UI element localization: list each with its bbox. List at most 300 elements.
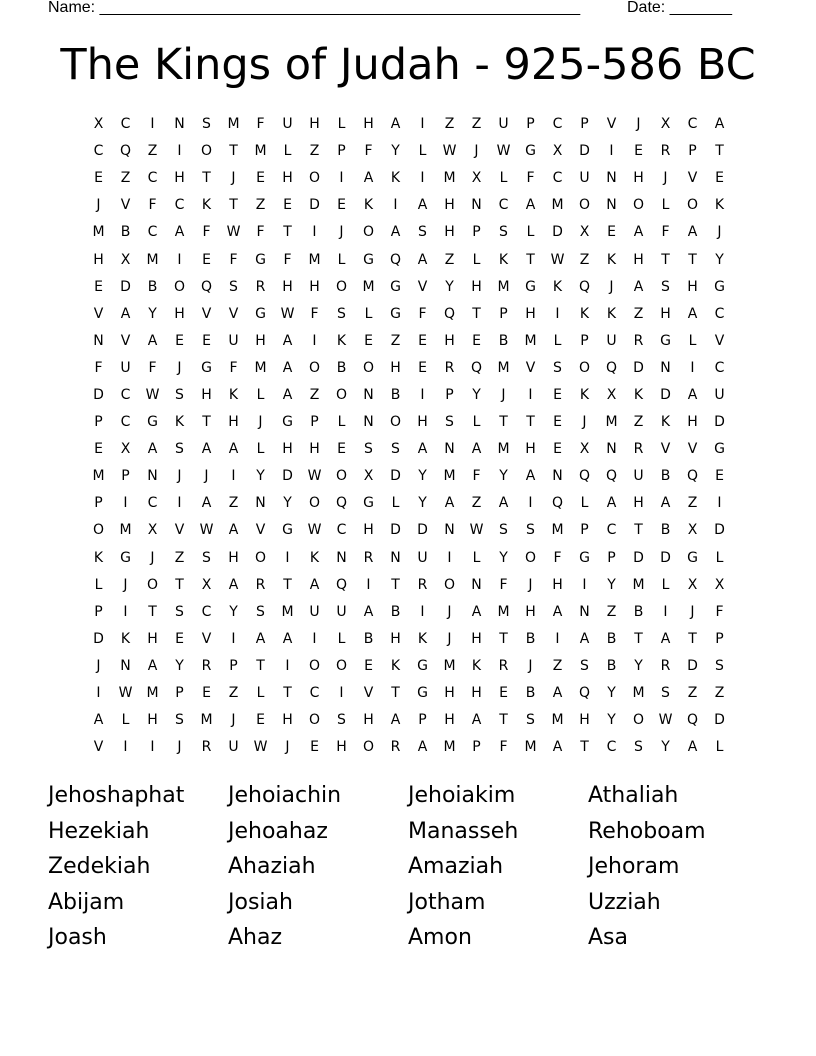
grid-letter: A: [687, 386, 698, 403]
grid-letter: P: [175, 685, 184, 702]
grid-letter: R: [660, 143, 671, 160]
grid-letter: A: [390, 116, 401, 133]
grid-letter: I: [555, 630, 560, 647]
grid-letter: B: [363, 630, 374, 647]
grid-letter: X: [660, 116, 671, 133]
grid-letter: D: [309, 197, 320, 214]
grid-letter: B: [525, 630, 536, 647]
grid-letter: U: [282, 116, 293, 133]
grid-letter: L: [364, 305, 373, 322]
grid-letter: J: [474, 143, 479, 160]
grid-letter: J: [339, 224, 344, 241]
grid-letter: X: [579, 441, 590, 458]
grid-letter: T: [283, 224, 292, 241]
grid-letter: Q: [470, 359, 483, 376]
grid-letter: P: [472, 739, 481, 756]
grid-letter: H: [633, 251, 644, 268]
grid-letter: E: [553, 414, 562, 431]
grid-letter: I: [582, 576, 587, 593]
grid-letter: N: [606, 197, 617, 214]
grid-letter: J: [663, 170, 668, 187]
grid-letter: L: [418, 143, 427, 160]
grid-letter: H: [390, 630, 401, 647]
grid-letter: I: [366, 576, 371, 593]
grid-letter: T: [688, 251, 697, 268]
grid-letter: O: [362, 224, 375, 241]
grid-letter: K: [579, 305, 590, 322]
grid-letter: X: [687, 522, 698, 539]
grid-letter: Q: [389, 251, 402, 268]
grid-letter: A: [417, 441, 428, 458]
grid-letter: X: [93, 116, 104, 133]
grid-letter: C: [687, 116, 698, 133]
grid-letter: H: [444, 685, 455, 702]
grid-letter: E: [94, 441, 103, 458]
grid-letter: M: [524, 739, 537, 756]
grid-letter: Q: [200, 278, 213, 295]
grid-letter: I: [420, 170, 425, 187]
word-bank-item: Rehoboam: [588, 818, 706, 844]
grid-letter: J: [717, 224, 722, 241]
grid-letter: A: [147, 657, 158, 674]
grid-letter: A: [282, 332, 293, 349]
grid-letter: F: [499, 576, 508, 593]
grid-letter: R: [633, 441, 644, 458]
letter-grid: [85, 111, 733, 761]
grid-letter: N: [336, 549, 347, 566]
grid-letter: O: [524, 549, 537, 566]
grid-letter: I: [663, 603, 668, 620]
grid-letter: R: [498, 657, 509, 674]
grid-letter: E: [553, 386, 562, 403]
word-bank-item: Jehoram: [588, 854, 680, 879]
grid-letter: E: [337, 441, 346, 458]
grid-letter: J: [150, 549, 155, 566]
grid-letter: M: [146, 685, 159, 702]
grid-letter: C: [147, 170, 158, 187]
grid-row: [85, 409, 733, 436]
grid-letter: Z: [687, 495, 698, 512]
grid-letter: T: [688, 630, 697, 647]
grid-letter: A: [498, 495, 509, 512]
grid-letter: F: [229, 359, 238, 376]
grid-letter: P: [94, 495, 103, 512]
grid-letter: F: [472, 468, 481, 485]
word-bank-item: Jehoshaphat: [48, 783, 185, 808]
word-bank-item: Manasseh: [408, 818, 519, 844]
grid-letter: B: [633, 603, 644, 620]
grid-letter: W: [253, 739, 268, 756]
grid-row: [85, 111, 733, 138]
grid-letter: A: [606, 495, 617, 512]
grid-letter: H: [336, 739, 347, 756]
grid-letter: Q: [605, 468, 618, 485]
grid-letter: K: [201, 197, 212, 214]
grid-letter: X: [687, 576, 698, 593]
grid-letter: T: [229, 143, 238, 160]
grid-letter: E: [202, 332, 211, 349]
grid-letter: O: [308, 495, 321, 512]
grid-letter: A: [471, 712, 482, 729]
grid-letter: E: [553, 441, 562, 458]
grid-letter: H: [444, 224, 455, 241]
grid-letter: H: [282, 712, 293, 729]
grid-letter: I: [123, 739, 128, 756]
grid-letter: L: [580, 495, 589, 512]
grid-letter: S: [256, 603, 265, 620]
grid-letter: J: [528, 576, 533, 593]
grid-letter: K: [390, 657, 401, 674]
grid-letter: G: [579, 549, 590, 566]
grid-letter: W: [658, 712, 673, 729]
grid-letter: U: [579, 170, 590, 187]
grid-letter: K: [660, 414, 671, 431]
grid-letter: E: [202, 685, 211, 702]
grid-letter: E: [634, 143, 643, 160]
grid-letter: O: [632, 712, 645, 729]
grid-letter: R: [255, 576, 266, 593]
grid-letter: A: [282, 630, 293, 647]
grid-letter: R: [390, 739, 401, 756]
grid-row: [85, 274, 733, 301]
grid-letter: H: [579, 712, 590, 729]
grid-letter: V: [606, 116, 617, 133]
grid-letter: G: [147, 414, 158, 431]
grid-letter: E: [202, 251, 211, 268]
word-bank-item: Jehoiachin: [228, 783, 342, 808]
grid-letter: M: [443, 468, 456, 485]
grid-letter: H: [390, 359, 401, 376]
grid-letter: E: [418, 332, 427, 349]
grid-letter: F: [283, 251, 292, 268]
grid-letter: W: [442, 143, 457, 160]
grid-letter: S: [661, 278, 670, 295]
grid-letter: N: [552, 468, 563, 485]
grid-letter: C: [309, 685, 320, 702]
grid-letter: C: [147, 495, 158, 512]
grid-letter: F: [256, 224, 265, 241]
grid-letter: A: [417, 739, 428, 756]
word-bank-item: Ahaz: [228, 925, 283, 950]
grid-letter: E: [418, 359, 427, 376]
grid-letter: B: [120, 224, 131, 241]
grid-row: [85, 138, 733, 165]
grid-letter: D: [714, 522, 725, 539]
word-bank-item: Abijam: [48, 889, 125, 915]
grid-letter: N: [120, 657, 131, 674]
grid-letter: A: [552, 603, 563, 620]
grid-letter: I: [420, 603, 425, 620]
grid-letter: D: [660, 549, 671, 566]
grid-letter: O: [308, 657, 321, 674]
grid-letter: K: [714, 197, 725, 214]
grid-letter: B: [498, 332, 509, 349]
grid-letter: N: [444, 441, 455, 458]
grid-letter: Q: [578, 468, 591, 485]
grid-letter: I: [285, 549, 290, 566]
grid-letter: M: [551, 712, 564, 729]
grid-letter: Z: [606, 603, 617, 620]
grid-letter: G: [525, 143, 536, 160]
grid-letter: D: [660, 386, 671, 403]
grid-letter: Z: [228, 685, 239, 702]
grid-letter: P: [580, 522, 589, 539]
grid-letter: M: [200, 712, 213, 729]
grid-letter: T: [175, 576, 184, 593]
grid-letter: I: [312, 224, 317, 241]
grid-letter: M: [281, 603, 294, 620]
grid-letter: Y: [661, 739, 670, 756]
grid-letter: I: [231, 630, 236, 647]
grid-letter: V: [687, 441, 698, 458]
grid-letter: V: [93, 739, 104, 756]
grid-letter: S: [202, 116, 211, 133]
grid-row: [85, 734, 733, 761]
grid-letter: T: [580, 739, 589, 756]
grid-letter: L: [688, 332, 697, 349]
grid-letter: T: [202, 170, 211, 187]
grid-letter: M: [362, 278, 375, 295]
grid-letter: T: [229, 197, 238, 214]
grid-letter: J: [447, 603, 452, 620]
grid-letter: A: [633, 224, 644, 241]
grid-letter: V: [120, 332, 131, 349]
grid-letter: M: [632, 576, 645, 593]
grid-letter: V: [93, 305, 104, 322]
grid-letter: B: [606, 630, 617, 647]
grid-row: [85, 517, 733, 544]
grid-letter: O: [335, 386, 348, 403]
grid-letter: I: [717, 495, 722, 512]
grid-letter: I: [123, 495, 128, 512]
grid-letter: M: [92, 468, 105, 485]
grid-letter: O: [308, 170, 321, 187]
grid-letter: L: [553, 332, 562, 349]
grid-letter: U: [228, 739, 239, 756]
grid-letter: R: [660, 657, 671, 674]
grid-letter: O: [578, 197, 591, 214]
grid-letter: Y: [472, 386, 481, 403]
grid-letter: Z: [444, 251, 455, 268]
grid-letter: E: [337, 197, 346, 214]
grid-letter: Z: [633, 414, 644, 431]
grid-letter: S: [553, 359, 562, 376]
grid-letter: W: [226, 224, 241, 241]
grid-letter: E: [94, 278, 103, 295]
grid-letter: N: [363, 386, 374, 403]
grid-letter: L: [715, 739, 724, 756]
grid-letter: X: [120, 251, 131, 268]
grid-letter: G: [417, 657, 428, 674]
grid-letter: L: [472, 251, 481, 268]
grid-letter: C: [606, 739, 617, 756]
grid-letter: S: [499, 224, 508, 241]
grid-letter: U: [336, 603, 347, 620]
grid-letter: F: [229, 251, 238, 268]
grid-letter: T: [499, 712, 508, 729]
grid-letter: S: [526, 712, 535, 729]
grid-letter: B: [147, 278, 158, 295]
grid-letter: I: [312, 630, 317, 647]
grid-letter: P: [94, 603, 103, 620]
grid-row: [85, 382, 733, 409]
grid-letter: S: [526, 522, 535, 539]
grid-letter: Y: [499, 468, 508, 485]
grid-letter: R: [201, 739, 212, 756]
grid-letter: H: [687, 278, 698, 295]
grid-letter: P: [472, 224, 481, 241]
grid-letter: Z: [228, 495, 239, 512]
grid-letter: A: [471, 441, 482, 458]
grid-letter: A: [687, 739, 698, 756]
grid-letter: Y: [283, 495, 292, 512]
grid-letter: A: [687, 305, 698, 322]
grid-letter: U: [714, 386, 725, 403]
grid-letter: P: [526, 116, 535, 133]
grid-letter: G: [120, 549, 131, 566]
grid-letter: J: [177, 468, 182, 485]
grid-letter: F: [661, 224, 670, 241]
grid-letter: C: [174, 197, 185, 214]
grid-row: [85, 192, 733, 219]
grid-letter: B: [606, 657, 617, 674]
grid-letter: I: [420, 116, 425, 133]
grid-letter: U: [633, 468, 644, 485]
grid-letter: S: [499, 522, 508, 539]
grid-letter: L: [94, 576, 103, 593]
grid-letter: X: [201, 576, 212, 593]
grid-letter: Q: [443, 305, 456, 322]
grid-row: [85, 626, 733, 653]
grid-letter: F: [148, 359, 157, 376]
grid-letter: J: [609, 278, 614, 295]
grid-letter: P: [688, 143, 697, 160]
grid-letter: N: [471, 197, 482, 214]
grid-letter: J: [582, 414, 587, 431]
grid-letter: D: [714, 712, 725, 729]
grid-letter: J: [258, 414, 263, 431]
grid-letter: I: [420, 386, 425, 403]
grid-letter: J: [204, 468, 209, 485]
grid-row: [85, 572, 733, 599]
grid-letter: V: [174, 522, 185, 539]
grid-letter: O: [146, 576, 159, 593]
grid-letter: M: [497, 278, 510, 295]
grid-letter: Z: [471, 116, 482, 133]
grid-letter: H: [471, 685, 482, 702]
grid-letter: T: [526, 251, 535, 268]
grid-letter: D: [633, 549, 644, 566]
grid-letter: A: [201, 495, 212, 512]
grid-letter: A: [579, 630, 590, 647]
grid-row: [85, 707, 733, 734]
grid-letter: T: [526, 414, 535, 431]
grid-letter: I: [312, 332, 317, 349]
grid-letter: I: [177, 251, 182, 268]
grid-letter: A: [228, 441, 239, 458]
grid-letter: K: [363, 197, 374, 214]
grid-letter: D: [390, 468, 401, 485]
grid-letter: Y: [148, 305, 157, 322]
grid-letter: A: [471, 603, 482, 620]
grid-letter: F: [364, 143, 373, 160]
grid-letter: Y: [499, 549, 508, 566]
grid-letter: E: [256, 712, 265, 729]
grid-letter: C: [498, 197, 509, 214]
grid-letter: H: [633, 170, 644, 187]
grid-letter: Y: [418, 495, 427, 512]
grid-letter: A: [309, 576, 320, 593]
grid-letter: G: [714, 278, 725, 295]
grid-letter: L: [256, 685, 265, 702]
grid-letter: A: [525, 197, 536, 214]
grid-letter: J: [690, 603, 695, 620]
grid-letter: C: [336, 522, 347, 539]
grid-letter: N: [606, 441, 617, 458]
grid-letter: S: [175, 386, 184, 403]
word-bank-item: Amaziah: [408, 854, 504, 879]
grid-letter: S: [175, 603, 184, 620]
grid-letter: M: [443, 739, 456, 756]
grid-letter: C: [93, 143, 104, 160]
grid-letter: G: [525, 278, 536, 295]
word-bank-item: Ahaziah: [228, 854, 316, 879]
grid-letter: V: [228, 305, 239, 322]
grid-letter: H: [282, 278, 293, 295]
grid-letter: K: [309, 549, 320, 566]
grid-letter: S: [391, 441, 400, 458]
grid-letter: C: [147, 224, 158, 241]
grid-letter: G: [363, 495, 374, 512]
grid-letter: L: [472, 549, 481, 566]
grid-letter: A: [390, 224, 401, 241]
grid-row: [85, 545, 733, 572]
grid-letter: E: [175, 332, 184, 349]
grid-letter: X: [714, 576, 725, 593]
grid-letter: G: [255, 305, 266, 322]
grid-letter: K: [552, 278, 563, 295]
grid-letter: W: [469, 522, 484, 539]
grid-letter: K: [228, 386, 239, 403]
grid-letter: N: [660, 359, 671, 376]
grid-letter: E: [175, 630, 184, 647]
grid-letter: I: [177, 495, 182, 512]
grid-letter: Z: [255, 197, 266, 214]
grid-letter: I: [96, 685, 101, 702]
grid-row: [85, 328, 733, 355]
grid-letter: M: [254, 143, 267, 160]
grid-letter: N: [255, 495, 266, 512]
grid-letter: H: [444, 712, 455, 729]
grid-letter: P: [337, 143, 346, 160]
grid-letter: H: [363, 522, 374, 539]
grid-row: [85, 490, 733, 517]
grid-letter: A: [147, 441, 158, 458]
grid-letter: T: [283, 576, 292, 593]
grid-letter: F: [94, 359, 103, 376]
grid-letter: Q: [686, 468, 699, 485]
grid-letter: H: [444, 332, 455, 349]
grid-letter: H: [255, 332, 266, 349]
grid-letter: Q: [686, 712, 699, 729]
grid-letter: V: [201, 305, 212, 322]
grid-letter: P: [94, 414, 103, 431]
grid-letter: U: [120, 359, 131, 376]
grid-letter: X: [147, 522, 158, 539]
grid-letter: C: [120, 414, 131, 431]
grid-letter: K: [390, 170, 401, 187]
grid-letter: L: [715, 549, 724, 566]
